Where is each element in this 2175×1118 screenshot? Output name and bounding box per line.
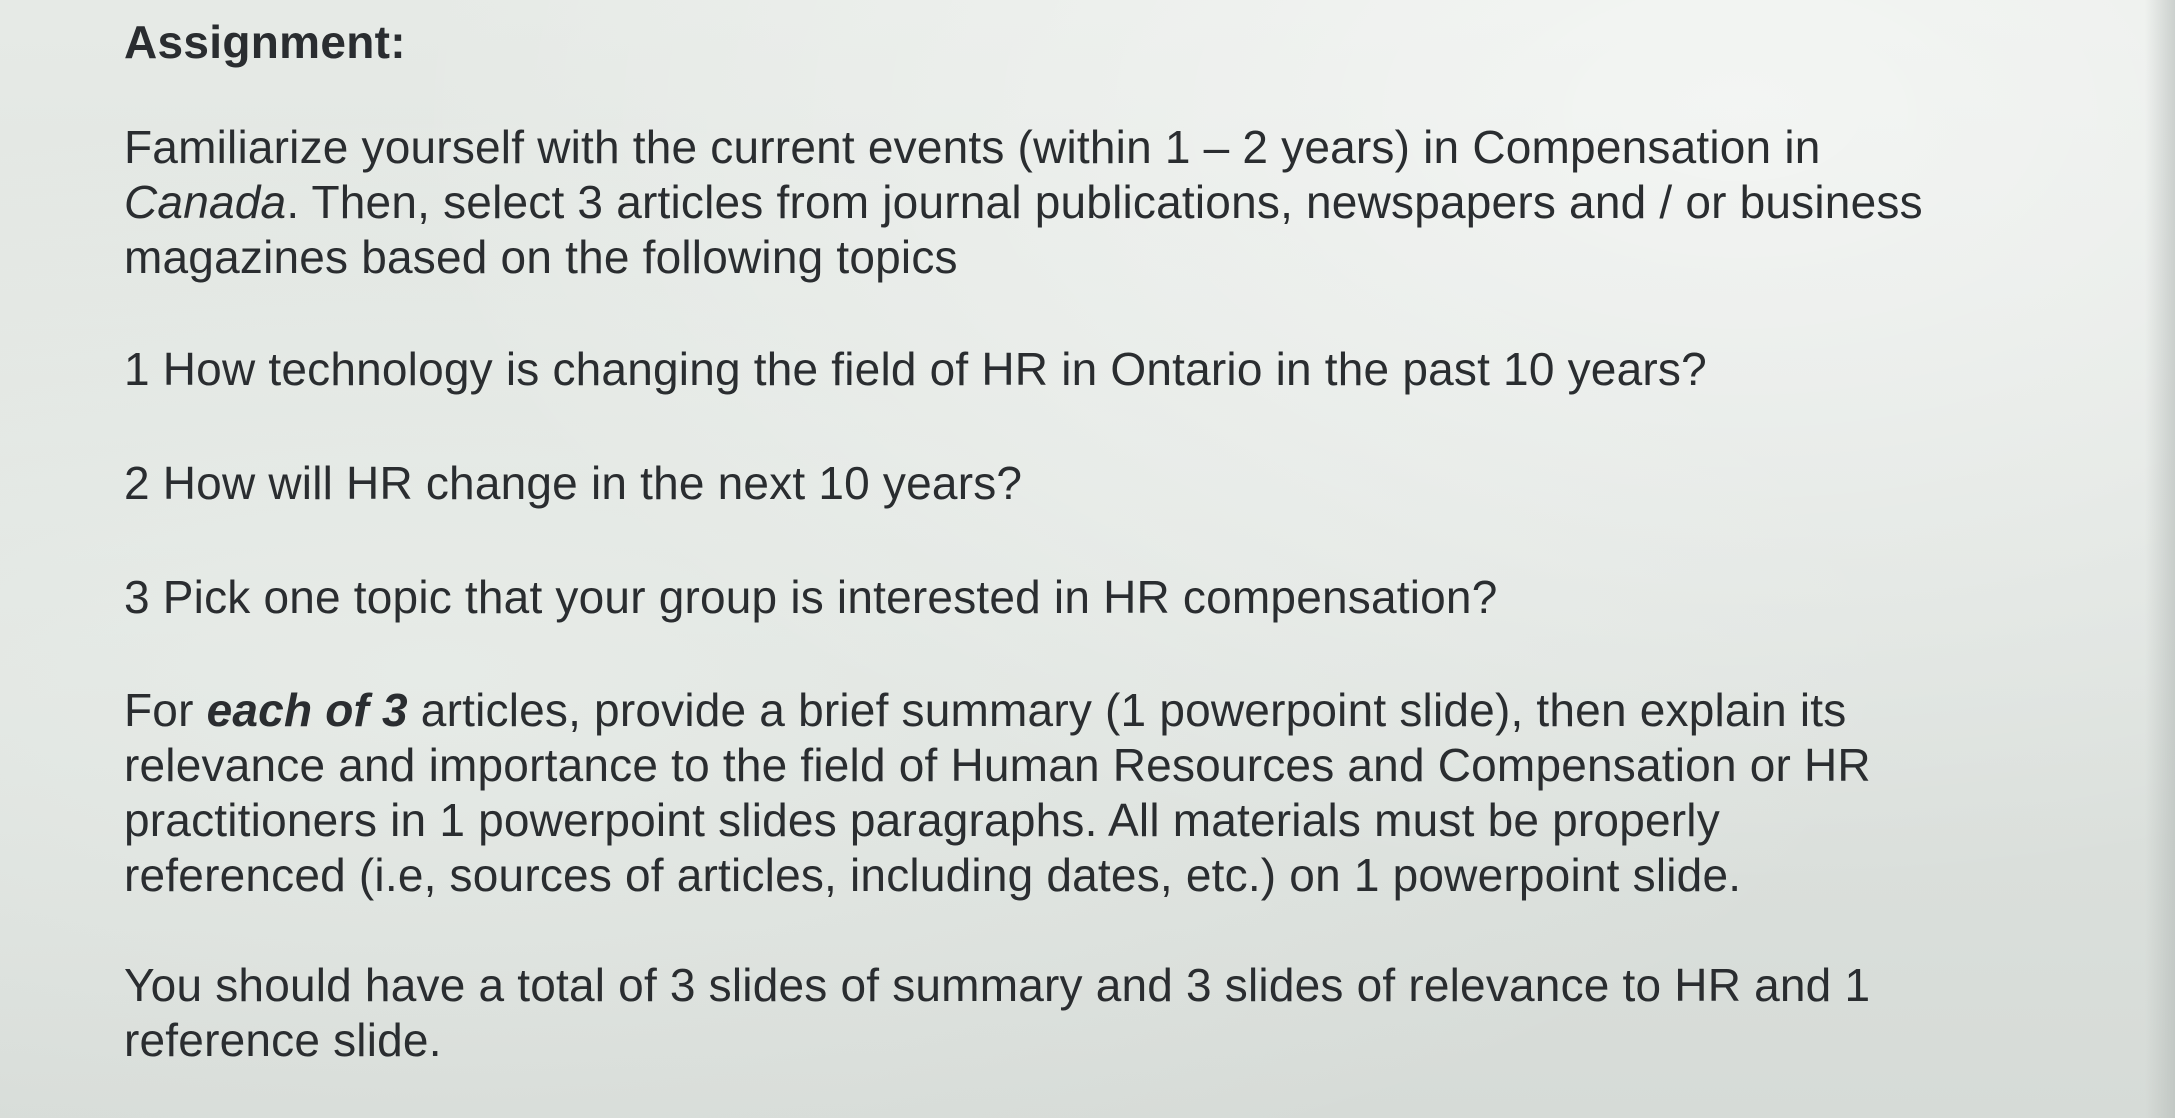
instructions-line-1-pre: For bbox=[124, 684, 207, 736]
intro-country: Canada bbox=[124, 176, 287, 228]
instructions-line-3: practitioners in 1 powerpoint slides paragraphs. All materials must be properly bbox=[124, 794, 1720, 846]
intro-line-1: Familiarize yourself with the current events (within 1 – 2 years) in Compensation in bbox=[124, 121, 1821, 173]
instructions-emphasis: each of 3 bbox=[206, 684, 408, 736]
instructions-line-1 bbox=[124, 683, 2044, 738]
instructions-line-4: referenced (i.e, sources of articles, including dates, etc.) on 1 powerpoint slide. bbox=[124, 849, 1742, 901]
screen-edge-shadow bbox=[2145, 0, 2175, 1118]
intro-paragraph bbox=[124, 120, 2044, 285]
assignment-heading: Assignment: bbox=[124, 16, 406, 68]
instructions-paragraph bbox=[124, 683, 2044, 903]
topic-2: 2 How will HR change in the next 10 years? bbox=[124, 457, 1023, 509]
topic-3: 3 Pick one topic that your group is interested in HR compensation? bbox=[124, 571, 1498, 623]
summary-paragraph bbox=[124, 958, 2044, 1068]
instructions-line-1-post: articles, provide a brief summary (1 powerpoint slide), then explain its bbox=[407, 684, 1847, 736]
intro-line-2 bbox=[124, 175, 2044, 230]
assignment-document bbox=[124, 8, 2044, 1068]
summary-line-1: You should have a total of 3 slides of summary and 3 slides of relevance to HR and 1 bbox=[124, 959, 1871, 1011]
intro-line-2-rest: . Then, select 3 articles from journal publications, newspapers and / or business bbox=[286, 176, 1923, 228]
instructions-line-2: relevance and importance to the field of Human Resources and Compensation or HR bbox=[124, 739, 1871, 791]
intro-line-3: magazines based on the following topics bbox=[124, 231, 958, 283]
summary-line-2: reference slide. bbox=[124, 1014, 442, 1066]
topic-1: 1 How technology is changing the field of HR in Ontario in the past 10 years? bbox=[124, 343, 1707, 395]
